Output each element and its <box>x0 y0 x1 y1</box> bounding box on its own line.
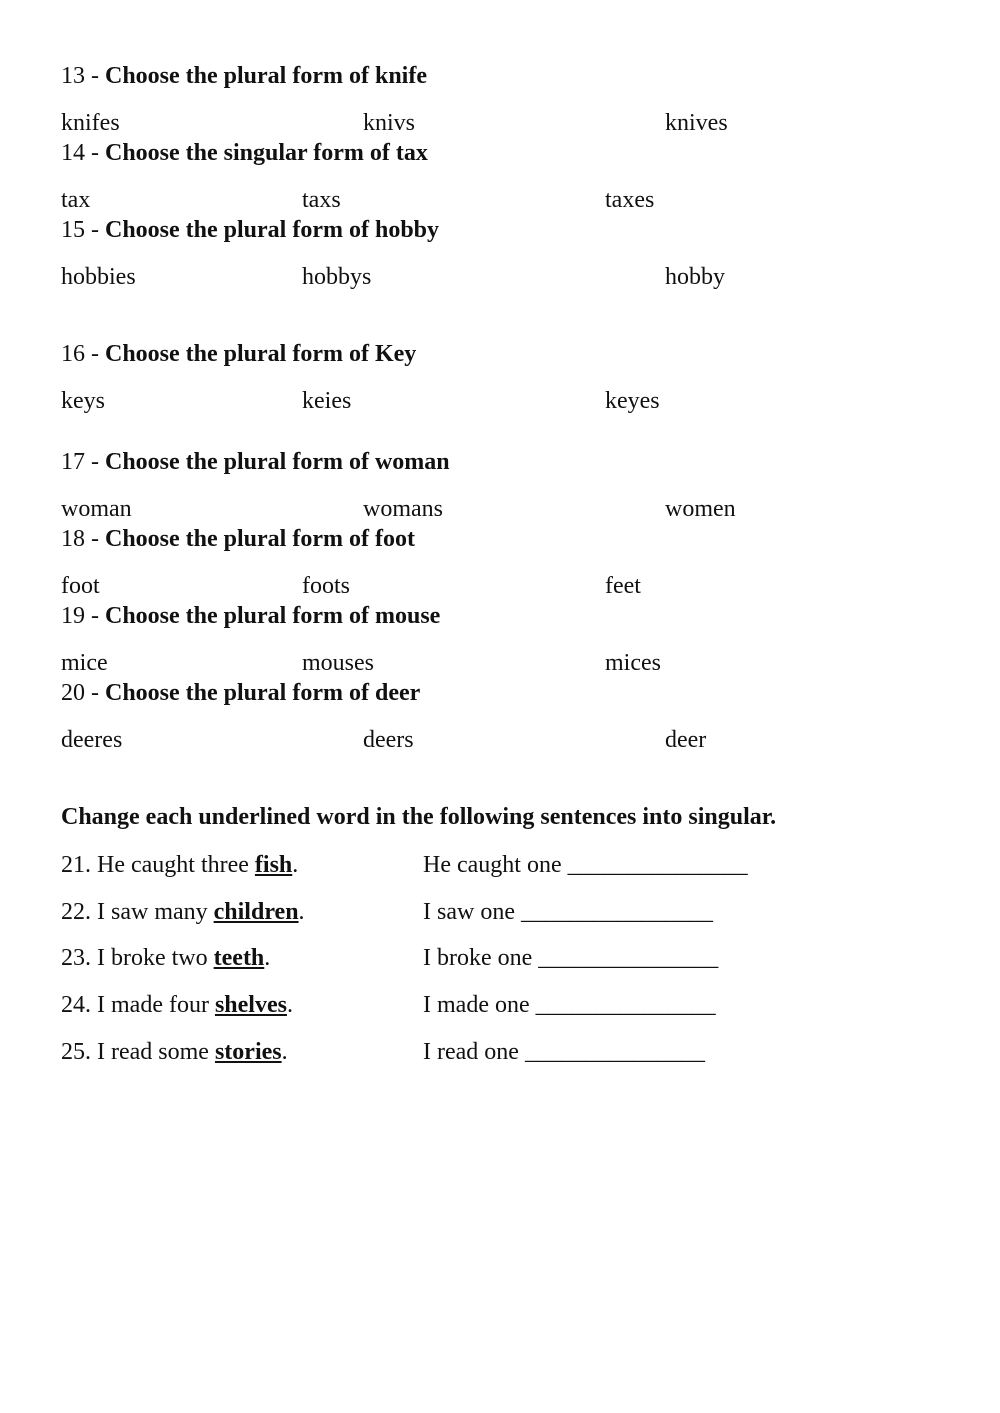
question-prompt: Choose the plural form of hobby <box>105 217 440 243</box>
sentence-period: . <box>286 992 293 1018</box>
option-woman[interactable]: woman <box>61 496 132 522</box>
option-tax[interactable]: tax <box>61 187 91 213</box>
sentence-21 <box>61 850 298 880</box>
option-knifes[interactable]: knifes <box>61 110 120 136</box>
question-19 <box>61 601 440 631</box>
question-prompt: Choose the plural form of foot <box>105 526 415 552</box>
option-taxes[interactable]: taxes <box>605 187 655 213</box>
underlined-word: teeth <box>213 945 265 971</box>
question-number: 13 - <box>61 63 105 89</box>
question-13 <box>61 61 427 91</box>
sentence-25 <box>61 1037 288 1067</box>
question-number: 14 - <box>61 140 105 166</box>
question-prompt: Choose the plural form of knife <box>105 63 427 89</box>
question-number: 20 - <box>61 680 105 706</box>
option-womans[interactable]: womans <box>363 496 443 522</box>
sentence-text: 21. He caught three <box>61 852 255 878</box>
option-keyes[interactable]: keyes <box>605 388 660 414</box>
option-hobby[interactable]: hobby <box>665 264 725 290</box>
sentence-period: . <box>264 945 271 971</box>
question-prompt: Choose the singular form of tax <box>105 140 428 166</box>
underlined-word: fish <box>254 852 293 878</box>
question-20 <box>61 678 420 708</box>
underlined-word: stories <box>214 1039 282 1065</box>
sentence-period: . <box>281 1039 288 1065</box>
question-prompt: Choose the plural form of deer <box>105 680 421 706</box>
answer-blank-22[interactable]: I saw one ________________ <box>423 899 713 925</box>
answer-blank-24[interactable]: I made one _______________ <box>423 992 716 1018</box>
option-foots[interactable]: foots <box>302 573 350 599</box>
option-keys[interactable]: keys <box>61 388 105 414</box>
sentence-period: . <box>298 899 305 925</box>
question-16 <box>61 339 416 369</box>
sentence-text: 25. I read some <box>61 1039 215 1065</box>
section-instruction: Change each underlined word in the following sentences into singular. <box>61 804 777 830</box>
answer-blank-23[interactable]: I broke one _______________ <box>423 945 719 971</box>
sentence-text: 24. I made four <box>61 992 215 1018</box>
question-number: 17 - <box>61 449 105 475</box>
option-knives[interactable]: knives <box>665 110 728 136</box>
option-mice[interactable]: mice <box>61 650 108 676</box>
option-deers[interactable]: deers <box>363 727 414 753</box>
option-hobbys[interactable]: hobbys <box>302 264 372 290</box>
option-women[interactable]: women <box>665 496 736 522</box>
option-deer[interactable]: deer <box>665 727 707 753</box>
sentence-text: 23. I broke two <box>61 945 214 971</box>
question-prompt: Choose the plural form of Key <box>105 341 417 367</box>
option-mices[interactable]: mices <box>605 650 661 676</box>
sentence-period: . <box>292 852 299 878</box>
sentence-23 <box>61 943 270 973</box>
option-knivs[interactable]: knivs <box>363 110 416 136</box>
question-number: 15 - <box>61 217 105 243</box>
underlined-word: children <box>213 899 299 925</box>
answer-blank-25[interactable]: I read one _______________ <box>423 1039 705 1065</box>
question-number: 19 - <box>61 603 105 629</box>
question-15 <box>61 215 439 245</box>
question-number: 18 - <box>61 526 105 552</box>
option-hobbies[interactable]: hobbies <box>61 264 136 290</box>
option-taxs[interactable]: taxs <box>302 187 341 213</box>
question-prompt: Choose the plural form of woman <box>105 449 450 475</box>
option-deeres[interactable]: deeres <box>61 727 123 753</box>
option-feet[interactable]: feet <box>605 573 641 599</box>
option-keies[interactable]: keies <box>302 388 352 414</box>
option-mouses[interactable]: mouses <box>302 650 374 676</box>
sentence-22 <box>61 897 305 927</box>
question-number: 16 - <box>61 341 105 367</box>
question-17 <box>61 447 450 477</box>
question-14 <box>61 138 428 168</box>
answer-blank-21[interactable]: He caught one _______________ <box>423 852 748 878</box>
sentence-text: 22. I saw many <box>61 899 214 925</box>
sentence-24 <box>61 990 293 1020</box>
question-18 <box>61 524 415 554</box>
option-foot[interactable]: foot <box>61 573 100 599</box>
question-prompt: Choose the plural form of mouse <box>105 603 441 629</box>
underlined-word: shelves <box>214 992 287 1018</box>
